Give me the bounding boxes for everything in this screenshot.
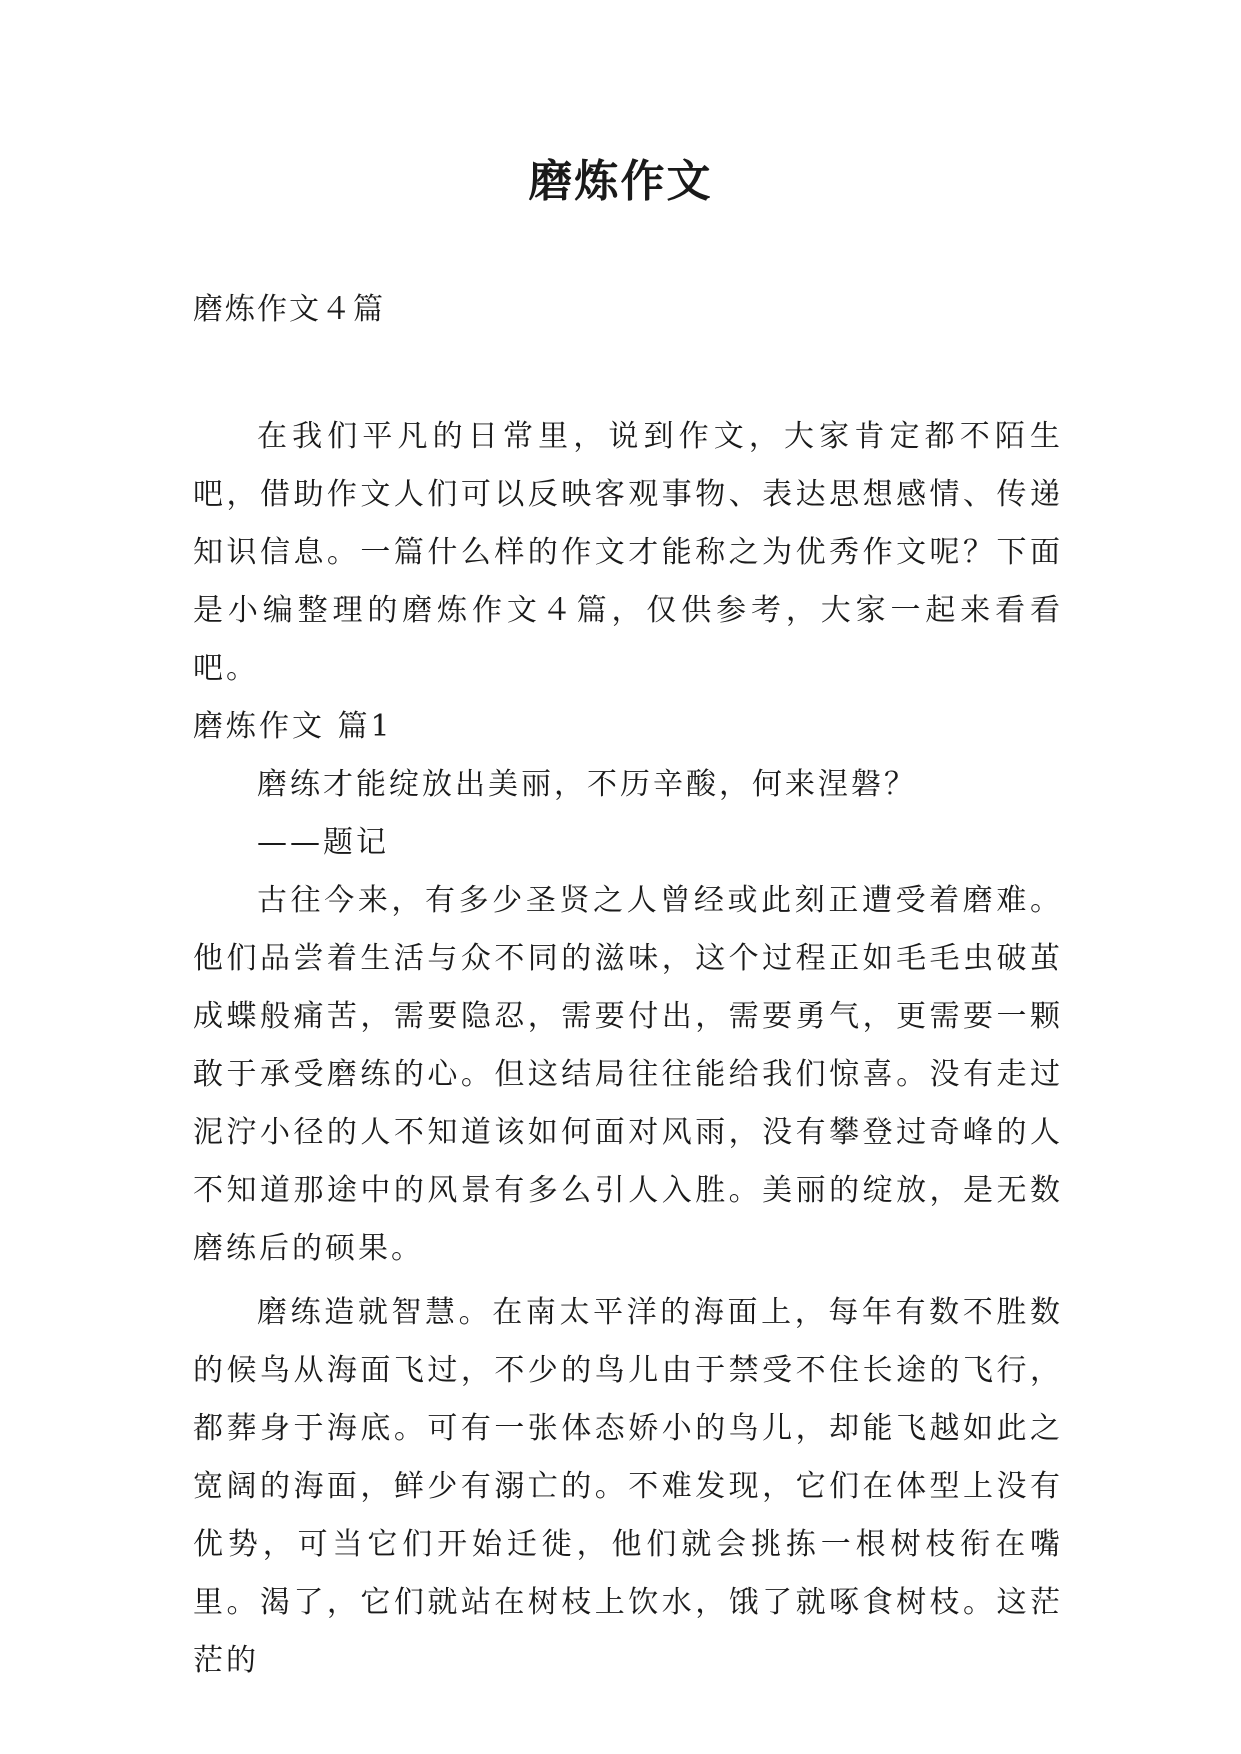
section-heading: 磨炼作文 篇1 xyxy=(193,709,393,744)
body-paragraph: 古往今来，有多少圣贤之人曾经或此刻正遭受着磨难。他们品尝着生活与众不同的滋味，这个过程正如毛毛虫破茧成蝶般痛苦，需要隐忍，需要付出，需要勇气，更需要一颗敢于承受磨练的心。但这结局往往能给我们惊喜。没有走过泥泞小径的人不知道该如何面对风雨，没有攀登过奇峰的人不知道那途中的风景有多么引人入胜。美丽的绽放，是无数磨练后的硕果。 xyxy=(193,883,1063,1266)
document-subtitle: 磨炼作文４篇 xyxy=(193,292,385,327)
epigraph-attribution: ——题记 xyxy=(257,825,389,860)
document-body xyxy=(193,408,1063,1690)
epigraph-line: 磨练才能绽放出美丽，不历辛酸，何来涅磐？ xyxy=(257,767,917,802)
body-paragraph: 磨练造就智慧。在南太平洋的海面上，每年有数不胜数的候鸟从海面飞过，不少的鸟儿由于禁受不住长途的飞行，都葬身于海底。可有一张体态娇小的鸟儿，却能飞越如此之宽阔的海面，鲜少有溺亡的。不难发现，它们在体型上没有优势，可当它们开始迁徙，他们就会挑拣一根树枝衔在嘴里。渴了，它们就站在树枝上饮水，饿了就啄食树枝。这茫茫的 xyxy=(193,1295,1063,1678)
document-title: 磨炼作文 xyxy=(528,156,713,207)
intro-paragraph: 在我们平凡的日常里，说到作文，大家肯定都不陌生吧，借助作文人们可以反映客观事物、表达思想感情、传递知识信息。一篇什么样的作文才能称之为优秀作文呢？下面是小编整理的磨炼作文４篇，仅供参考，大家一起来看看吧。 xyxy=(193,419,1063,686)
